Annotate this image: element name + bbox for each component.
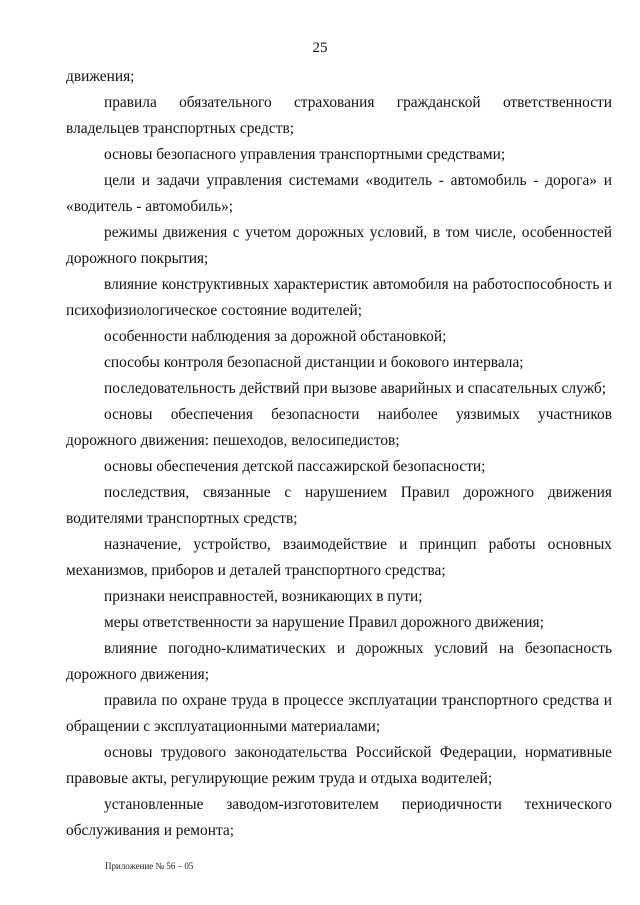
list-item: правила по охране труда в процессе эксплуатации транспортного средства и обращении с эксплуатационными материалами; [66,692,612,735]
list-item: цели и задачи управления системами «водитель - автомобиль - дорога» и «водитель - автомобиль»; [66,172,612,215]
list-item: назначение, устройство, взаимодействие и принцип работы основных механизмов, приборов и деталей транспортного средства; [66,536,612,579]
list-item: режимы движения с учетом дорожных условий, в том числе, особенностей дорожного покрытия; [66,224,612,267]
paragraph-continuation: движения; [66,68,135,85]
list-item: правила обязательного страхования гражданской ответственности владельцев транспортных средств; [66,94,612,137]
page-number: 25 [312,40,328,56]
document-body [66,64,612,844]
list-item: последствия, связанные с нарушением Правил дорожного движения водителями транспортных средств; [66,484,612,527]
list-item: основы обеспечения безопасности наиболее уязвимых участников дорожного движения: пешеходов, велосипедистов; [66,406,612,449]
list-item: последовательность действий при вызове аварийных и спасательных служб; [104,380,607,397]
list-item: основы обеспечения детской пассажирской безопасности; [104,458,486,475]
list-item: основы безопасного управления транспортными средствами; [104,146,506,163]
list-item: признаки неисправностей, возникающих в пути; [104,588,423,605]
list-item: установленные заводом-изготовителем периодичности технического обслуживания и ремонта; [66,796,612,839]
list-item: влияние конструктивных характеристик автомобиля на работоспособность и психофизиологическое состояние водителей; [66,276,612,319]
page-footer: Приложение № 56 – 05 [105,861,194,871]
list-item: влияние погодно-климатических и дорожных условий на безопасность дорожного движения; [66,640,612,683]
list-item: способы контроля безопасной дистанции и бокового интервала; [104,354,524,371]
list-item: особенности наблюдения за дорожной обстановкой; [104,328,447,345]
list-item: меры ответственности за нарушение Правил дорожного движения; [104,614,544,631]
list-item: основы трудового законодательства Российской Федерации, нормативные правовые акты, регулирующие режим труда и отдыха водителей; [66,744,612,787]
